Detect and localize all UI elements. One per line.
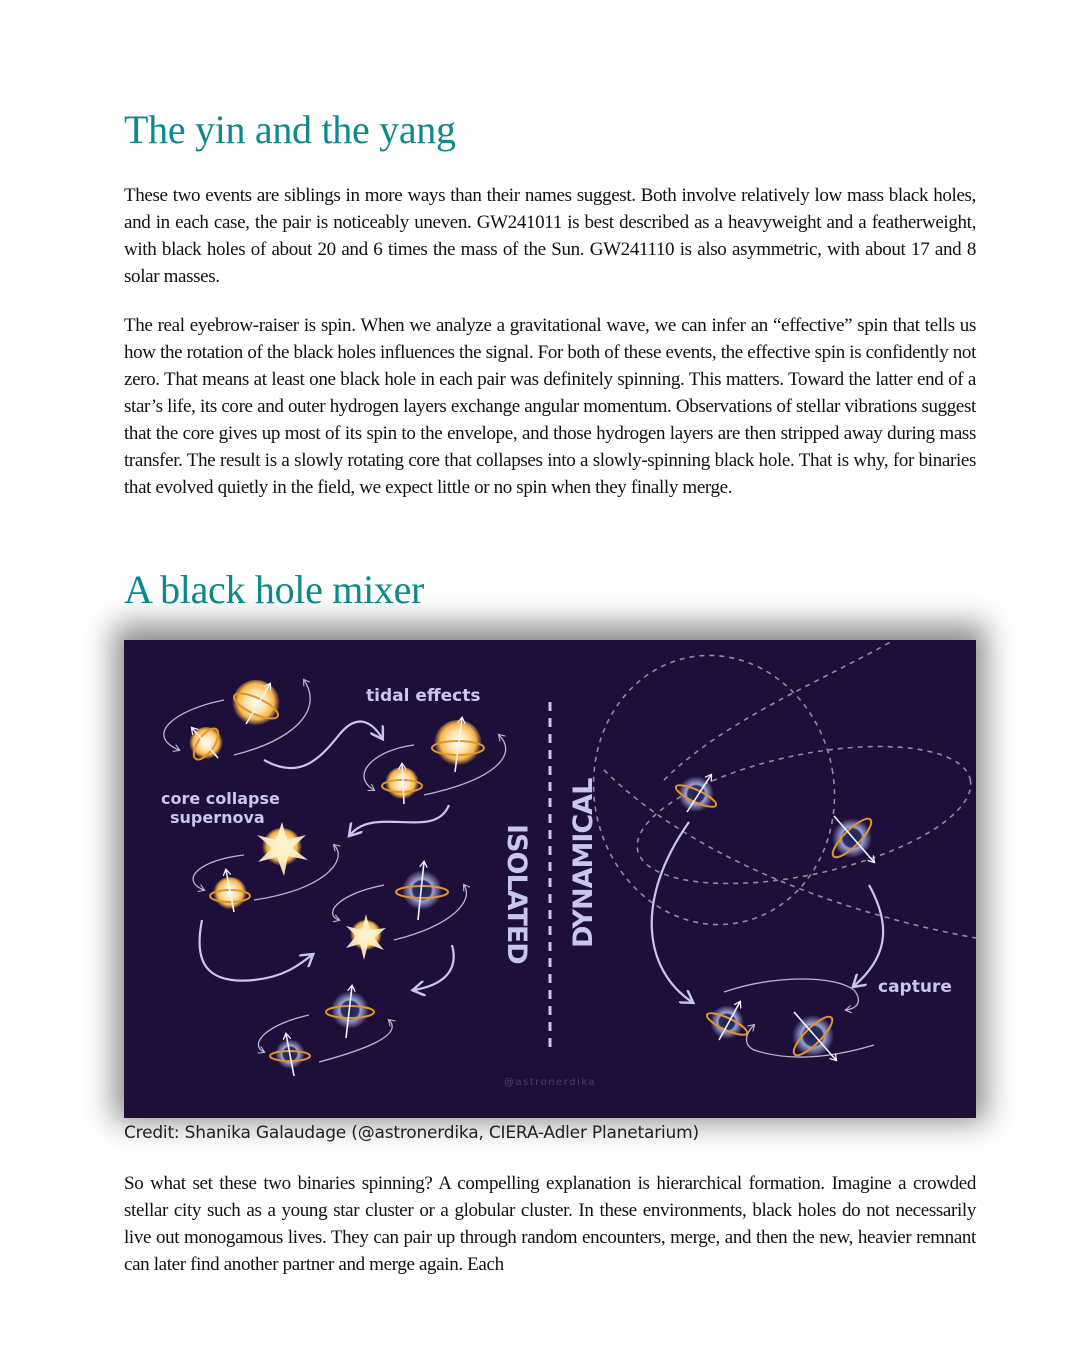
paragraph: So what set these two binaries spinning? A compelling explanation is hierarchical formation. Imagine a crowded stellar city such as a young star cluster or a globular cluster. In these environments, black holes do not necessarily live out monogamous lives. They can pair up through random encounters, merge, and then the new, heavier remnant can later find another partner and merge again. Each [124, 1173, 976, 1275]
label-core-collapse: core collapse [161, 789, 280, 808]
label-dynamical: DYNAMICAL [568, 778, 599, 948]
watermark: @astronerdika [504, 1077, 597, 1088]
label-tidal-effects: tidal effects [366, 686, 481, 706]
paragraph: These two events are siblings in more ways than their names suggest. Both involve relatively low mass black holes, and in each case, the pair is noticeably uneven. GW241011 is best described as a heavyweight and a featherweight, with black holes of about 20 and 6 times the mass of the Sun. GW241110 is also asymmetric, with about 17 and 8 solar masses. [124, 185, 976, 287]
star [189, 725, 223, 764]
section-heading-black-hole-mixer: A black hole mixer [124, 567, 425, 612]
paragraph: The real eyebrow-raiser is spin. When we analyze a gravitational wave, we can infer an “effective” spin that tells us how the rotation of the black holes influences the signal. For both of these events, the effective spin is confidently not zero. That means at least one black hole in each pair was definitely spinning. This matters. Toward the latter end of a star’s life, its core and outer hydrogen layers exchange angular momentum. Observations of stellar vibrations suggest that the core gives up most of its spin to the envelope, and those hydrogen layers are then stripped away during mass transfer. The result is a slowly rotating core that collapses into a slowly-spinning black hole. That is why, for binaries that evolved quietly in the field, we expect little or no spin when they finally merge. [124, 315, 976, 498]
formation-channels-illustration [124, 640, 976, 1118]
label-capture: capture [878, 977, 952, 997]
label-isolated: ISOLATED [501, 824, 532, 964]
figure-credit: Credit: Shanika Galaudage (@astronerdika, CIERA-Adler Planetarium) [124, 1123, 699, 1143]
black-hole-formation-figure [124, 640, 976, 1118]
section-heading-yin-yang: The yin and the yang [124, 107, 456, 152]
label-supernova: supernova [170, 808, 265, 827]
